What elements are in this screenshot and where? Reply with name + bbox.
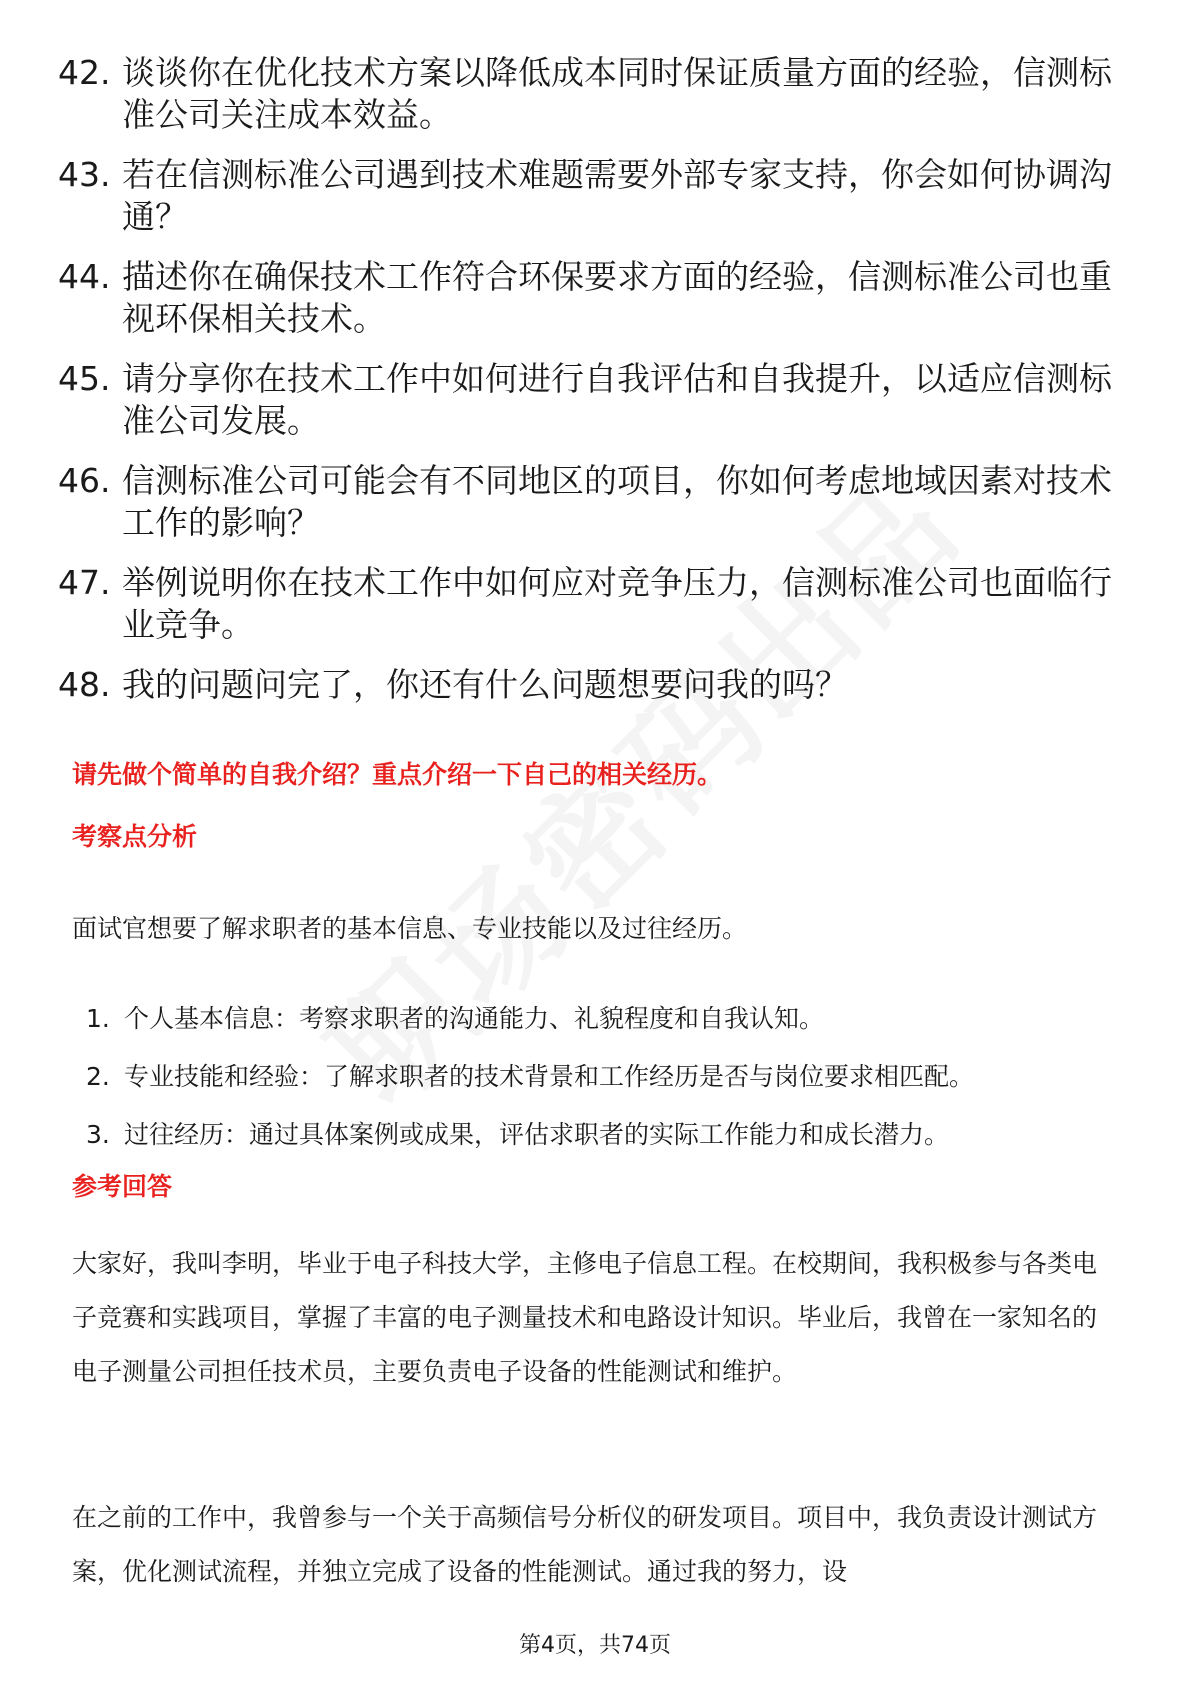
question-item — [58, 358, 1118, 442]
question-number: 46. — [58, 461, 111, 500]
highlight-question: 请先做个简单的自我介绍？重点介绍一下自己的相关经历。 — [72, 760, 723, 789]
question-text: 举例说明你在技术工作中如何应对竞争压力，信测标准公司也面临行业竞争。 — [122, 563, 1112, 644]
analysis-intro: 面试官想要了解求职者的基本信息、专业技能以及过往经历。 — [72, 914, 748, 943]
answer-heading: 参考回答 — [72, 1172, 173, 1201]
question-number: 43. — [58, 155, 111, 194]
question-text: 若在信测标准公司遇到技术难题需要外部专家支持，你会如何协调沟通？ — [122, 155, 1112, 236]
question-text: 描述你在确保技术工作符合环保要求方面的经验，信测标准公司也重视环保相关技术。 — [122, 257, 1112, 338]
question-number: 45. — [58, 359, 111, 398]
question-number: 47. — [58, 563, 111, 602]
list-item — [86, 1059, 1106, 1095]
question-list — [58, 52, 1118, 724]
question-text: 信测标准公司可能会有不同地区的项目，你如何考虑地域因素对技术工作的影响？ — [122, 461, 1112, 542]
question-item — [58, 52, 1118, 136]
question-number: 48. — [58, 665, 111, 704]
question-text: 请分享你在技术工作中如何进行自我评估和自我提升，以适应信测标准公司发展。 — [122, 359, 1112, 440]
analysis-heading: 考察点分析 — [72, 822, 198, 851]
list-text: 个人基本信息：考察求职者的沟通能力、礼貌程度和自我认知。 — [124, 1004, 825, 1033]
list-text: 专业技能和经验：了解求职者的技术背景和工作经历是否与岗位要求相匹配。 — [124, 1062, 975, 1091]
answer-paragraph: 在之前的工作中，我曾参与一个关于高频信号分析仪的研发项目。项目中，我负责设计测试方案，优化测试流程，并独立完成了设备的性能测试。通过我的努力，设 — [72, 1503, 1098, 1586]
question-item — [58, 154, 1118, 238]
question-item — [58, 460, 1118, 544]
list-number: 2. — [86, 1062, 110, 1091]
question-text: 谈谈你在优化技术方案以降低成本同时保证质量方面的经验，信测标准公司关注成本效益。 — [122, 53, 1112, 134]
list-text: 过往经历：通过具体案例或成果，评估求职者的实际工作能力和成长潜力。 — [124, 1120, 950, 1149]
list-item — [86, 1117, 1106, 1153]
list-number: 3. — [86, 1120, 110, 1149]
list-number: 1. — [86, 1004, 110, 1033]
question-item — [58, 664, 1118, 706]
page-footer: 第4页，共74页 — [519, 1633, 671, 1658]
list-item — [86, 1001, 1106, 1037]
question-text: 我的问题问完了，你还有什么问题想要问我的吗？ — [122, 665, 848, 704]
analysis-points — [86, 1001, 1106, 1175]
question-item — [58, 256, 1118, 340]
question-item — [58, 562, 1118, 646]
question-number: 42. — [58, 53, 111, 92]
answer-paragraph: 大家好，我叫李明，毕业于电子科技大学，主修电子信息工程。在校期间，我积极参与各类电子竞赛和实践项目，掌握了丰富的电子测量技术和电路设计知识。毕业后，我曾在一家知名的电子测量公司担任技术员，主要负责电子设备的性能测试和维护。 — [72, 1249, 1098, 1386]
question-number: 44. — [58, 257, 111, 296]
